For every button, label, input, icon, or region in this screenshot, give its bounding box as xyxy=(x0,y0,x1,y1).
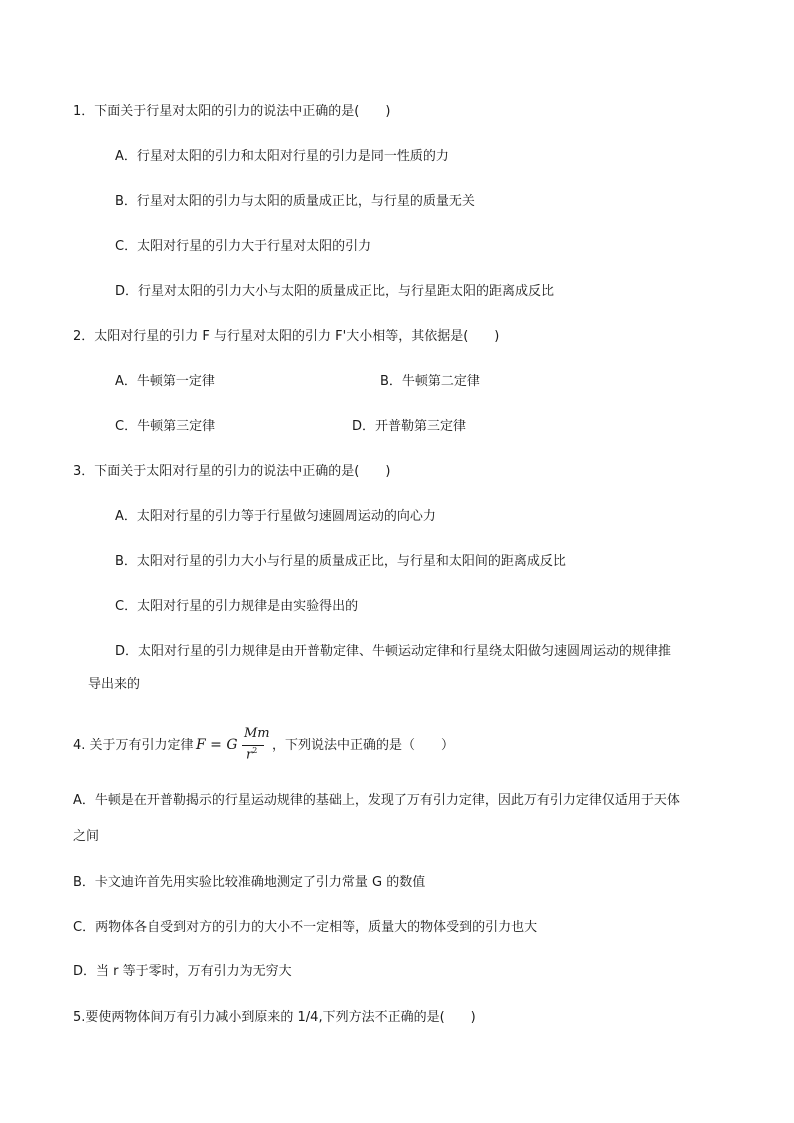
question-4-option-a-line-2: 之间 xyxy=(73,829,100,844)
question-2-stem: 2．太阳对行星的引力 F 与行星对太阳的引力 F'大小相等，其依据是( ) xyxy=(73,329,500,344)
formula-denominator: $r^2$ xyxy=(246,746,258,763)
formula-numerator: Mm xyxy=(244,726,270,741)
question-4-stem-before: 4. 关于万有引力定律 xyxy=(73,738,194,753)
question-3-option-d-line-2: 导出来的 xyxy=(88,677,141,692)
question-4-option-a-line-1: A．牛顿是在开普勒揭示的行星运动规律的基础上，发现了万有引力定律，因此万有引力定律仅适用于天体 xyxy=(73,793,680,808)
question-3-option-b: B．太阳对行星的引力大小与行星的质量成正比，与行星和太阳间的距离成反比 xyxy=(115,554,566,569)
question-1-stem: 1．下面关于行星对太阳的引力的说法中正确的是( ) xyxy=(73,104,391,119)
question-3-option-c: C．太阳对行星的引力规律是由实验得出的 xyxy=(115,599,359,614)
question-2-option-d: D．开普勒第三定律 xyxy=(352,419,467,434)
question-3-stem: 3．下面关于太阳对行星的引力的说法中正确的是( ) xyxy=(73,464,391,479)
question-3-option-a: A．太阳对行星的引力等于行星做匀速圆周运动的向心力 xyxy=(115,509,436,524)
question-2-option-b: B．牛顿第二定律 xyxy=(380,374,480,389)
question-4-stem-after: ，下列说法中正确的是（ ） xyxy=(272,738,455,753)
question-1-option-c: C．太阳对行星的引力大于行星对太阳的引力 xyxy=(115,239,372,254)
question-1-option-d: D．行星对太阳的引力大小与太阳的质量成正比，与行星距太阳的距离成反比 xyxy=(115,284,555,299)
question-4-option-b: B．卡文迪许首先用实验比较准确地测定了引力常量 G 的数值 xyxy=(73,875,426,890)
question-5-stem: 5.要使两物体间万有引力减小到原来的 1/4,下列方法不正确的是( ) xyxy=(73,1010,476,1025)
question-1-option-a: A．行星对太阳的引力和太阳对行星的引力是同一性质的力 xyxy=(115,149,449,164)
question-1-option-b: B．行星对太阳的引力与太阳的质量成正比，与行星的质量无关 xyxy=(115,194,475,209)
gravitation-formula xyxy=(196,725,272,765)
formula-lhs: F = G xyxy=(196,737,238,753)
question-4-option-d: D．当 r 等于零时，万有引力为无穷大 xyxy=(73,964,292,979)
question-2-option-a: A．牛顿第一定律 xyxy=(115,374,215,389)
question-3-option-d-line-1: D．太阳对行星的引力规律是由开普勒定律、牛顿运动定律和行星绕太阳做匀速圆周运动的规律推 xyxy=(115,644,672,659)
question-2-option-c: C．牛顿第三定律 xyxy=(115,419,216,434)
question-4-option-c: C．两物体各自受到对方的引力的大小不一定相等，质量大的物体受到的引力也大 xyxy=(73,920,538,935)
